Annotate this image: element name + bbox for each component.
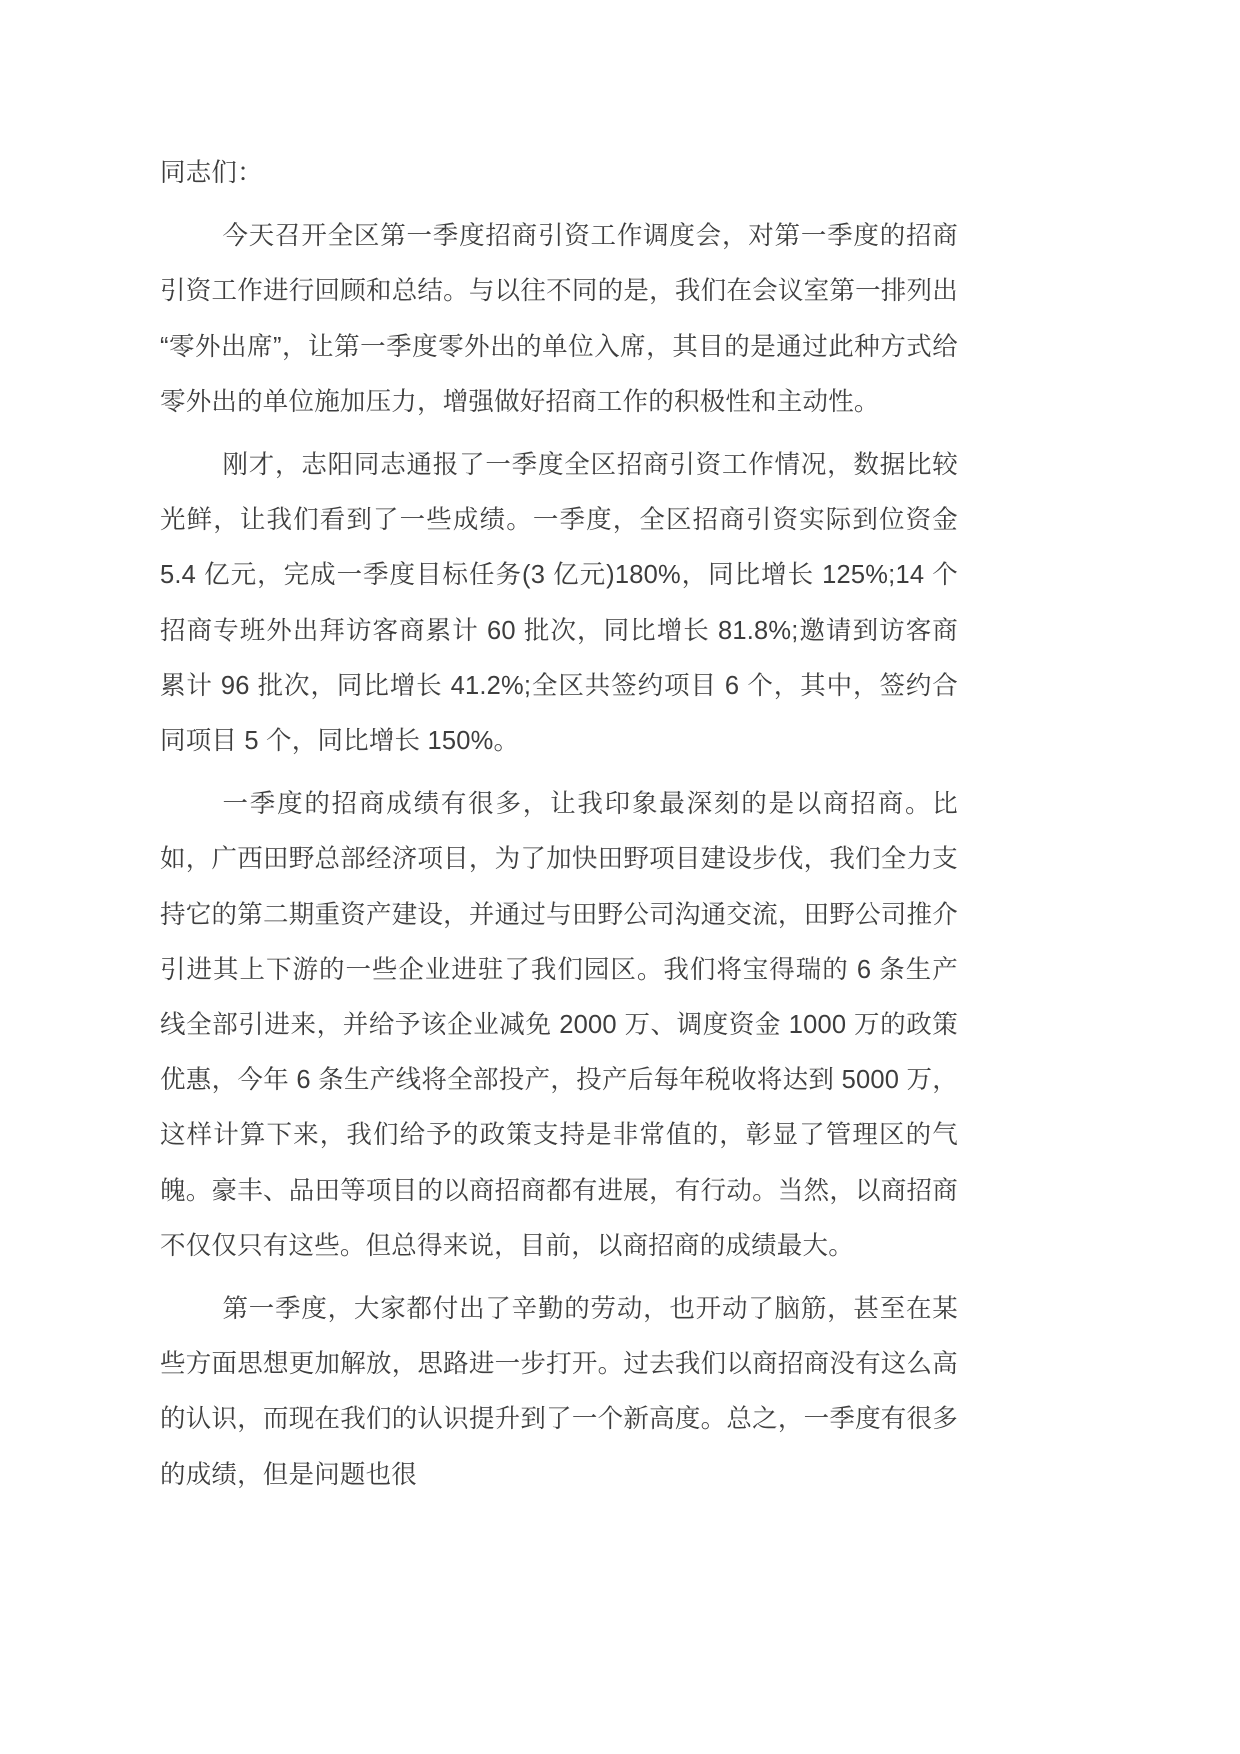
document-body: [160, 146, 958, 1503]
paragraph-first-quarter-data: 刚才，志阳同志通报了一季度全区招商引资工作情况，数据比较光鲜，让我们看到了一些成绩。一季度，全区招商引资实际到位资金 5.4 亿元，完成一季度目标任务(3 亿元)180%，同比增长 125%;14 个招商专班外出拜访客商累计 60 批次，同比增长 81.8%;邀请到访客商累计 96 批次，同比增长 41.2%;全区共签约项目 6 个，其中，签约合同项目 5 个，同比增长 150%。: [160, 451, 958, 756]
paragraph-business-attract-business: 一季度的招商成绩有很多，让我印象最深刻的是以商招商。比如，广西田野总部经济项目，为了加快田野项目建设步伐，我们全力支持它的第二期重资产建设，并通过与田野公司沟通交流，田野公司推介引进其上下游的一些企业进驻了我们园区。我们将宝得瑞的 6 条生产线全部引进来，并给予该企业减免 2000 万、调度资金 1000 万的政策优惠，今年 6 条生产线将全部投产，投产后每年税收将达到 5000 万，这样计算下来，我们给予的政策支持是非常值的，彰显了管理区的气魄。豪丰、品田等项目的以商招商都有进展，有行动。当然，以商招商不仅仅只有这些。但总得来说，目前，以商招商的成绩最大。: [160, 790, 958, 1260]
paragraph-closing-assessment: 第一季度，大家都付出了辛勤的劳动，也开动了脑筋，甚至在某些方面思想更加解放，思路进一步打开。过去我们以商招商没有这么高的认识，而现在我们的认识提升到了一个新高度。总之，一季度有很多的成绩，但是问题也很: [160, 1295, 958, 1489]
paragraph-opening-remarks: 今天召开全区第一季度招商引资工作调度会，对第一季度的招商引资工作进行回顾和总结。与以往不同的是，我们在会议室第一排列出“零外出席”，让第一季度零外出的单位入席，其目的是通过此种方式给零外出的单位施加压力，增强做好招商工作的积极性和主动性。: [160, 222, 958, 416]
paragraph-salutation: 同志们：: [160, 159, 263, 187]
